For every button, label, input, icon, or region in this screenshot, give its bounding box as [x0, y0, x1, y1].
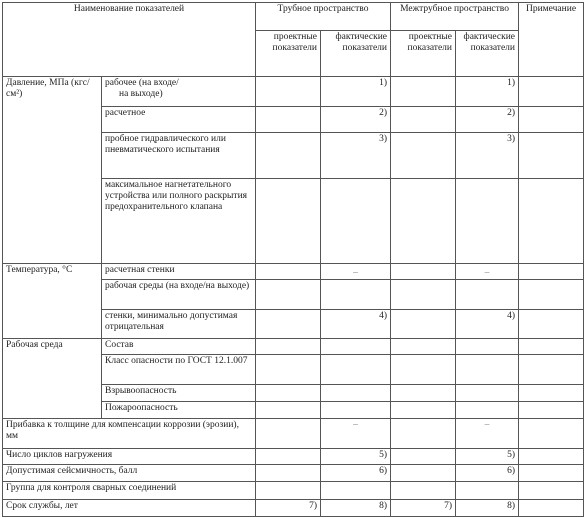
footnote-mark: 8): [321, 499, 391, 516]
cell: [321, 384, 391, 401]
header-intertube-design: проектные показатели: [391, 31, 456, 77]
cell: [256, 178, 321, 263]
row-pressure-test: пробное гидравлического или пневматического испытания: [102, 133, 256, 179]
cell: [519, 264, 584, 280]
dash-mark: _: [321, 264, 391, 280]
header-tube-space: Трубное пространство: [256, 3, 391, 31]
header-tube-design: проектные показатели: [256, 31, 321, 77]
row-explosive: Взрывоопасность: [102, 384, 256, 401]
cell: [519, 448, 584, 464]
cell: [256, 465, 321, 482]
cell: [456, 384, 519, 401]
footnote-mark: 2): [321, 106, 391, 132]
cell: [256, 384, 321, 401]
footnote-mark: 3): [456, 133, 519, 179]
row-pressure-working: [102, 77, 256, 106]
cell: [456, 339, 519, 355]
cell: [456, 402, 519, 419]
footnote-mark: 6): [456, 465, 519, 482]
cell: [519, 402, 584, 419]
cell: [321, 280, 391, 309]
cell: [456, 178, 519, 263]
cell: [391, 339, 456, 355]
row-pressure-calc: расчетное: [102, 106, 256, 132]
cell: [391, 106, 456, 132]
cell: [519, 499, 584, 516]
cell: [391, 465, 456, 482]
cell: [391, 178, 456, 263]
cell: [391, 77, 456, 106]
dash-mark: –: [456, 419, 519, 448]
cell: [391, 133, 456, 179]
footnote-mark: 3): [321, 133, 391, 179]
cell: [256, 419, 321, 448]
specification-table: [2, 2, 584, 517]
cell: [391, 402, 456, 419]
cell: [391, 419, 456, 448]
row-weld-group: Группа для контроля сварных соединений: [3, 482, 256, 499]
header-tube-actual: фактические показатели: [321, 31, 391, 77]
footnote-mark: 7): [391, 499, 456, 516]
cell: [321, 482, 391, 499]
cell: [456, 355, 519, 384]
cell: [256, 133, 321, 179]
header-intertube-space: Межтрубное пространство: [391, 3, 519, 31]
section-medium: Рабочая среда: [3, 339, 102, 419]
row-hazard-class: Класс опасности по ГОСТ 12.1.007: [102, 355, 256, 384]
cell: [391, 264, 456, 280]
row-temp-medium: рабочая среды (на входе/на выходе): [102, 280, 256, 309]
row-composition: Состав: [102, 339, 256, 355]
footnote-mark: 1): [456, 77, 519, 106]
cell: [256, 264, 321, 280]
cell: [321, 402, 391, 419]
cell: [519, 106, 584, 132]
section-temperature: Температура, °С: [3, 264, 102, 339]
row-corrosion: Прибавка к толщине для компенсации коррозии (эрозии), мм: [3, 419, 256, 448]
row-life: Срок службы, лет: [3, 499, 256, 516]
cell: [256, 106, 321, 132]
cell: [519, 309, 584, 338]
cell: [519, 178, 584, 263]
cell: [519, 419, 584, 448]
cell: [256, 339, 321, 355]
row-cycles: Число циклов нагружения: [3, 448, 256, 464]
footnote-mark: 5): [456, 448, 519, 464]
cell: [321, 339, 391, 355]
footnote-mark: 4): [321, 309, 391, 338]
row-temp-calc: расчетная стенки: [102, 264, 256, 280]
cell: [256, 280, 321, 309]
footnote-mark: 7): [256, 499, 321, 516]
cell: [519, 339, 584, 355]
cell: [456, 280, 519, 309]
cell: [256, 77, 321, 106]
row-pressure-max: максимальное нагнетательного устройства или полного раскрытия предохранительного клапана: [102, 178, 256, 263]
cell: [391, 448, 456, 464]
cell: [321, 178, 391, 263]
footnote-mark: 2): [456, 106, 519, 132]
cell: [391, 482, 456, 499]
row-temp-min: стенки, минимально допустимая отрицательная: [102, 309, 256, 338]
cell: [519, 465, 584, 482]
cell: [256, 448, 321, 464]
row-pressure-working-out: на выходе): [119, 89, 163, 100]
cell: [519, 280, 584, 309]
footnote-mark: 4): [456, 309, 519, 338]
cell: [519, 384, 584, 401]
cell: [391, 355, 456, 384]
cell: [256, 402, 321, 419]
cell: [256, 355, 321, 384]
footnote-mark: 8): [456, 499, 519, 516]
cell: [519, 133, 584, 179]
cell: [256, 309, 321, 338]
header-intertube-actual: фактические показатели: [456, 31, 519, 77]
cell: [391, 309, 456, 338]
row-fire: Пожароопасность: [102, 402, 256, 419]
cell: [321, 355, 391, 384]
row-pressure-working-in: рабочее (на входе/: [105, 78, 179, 89]
header-note: Примечание: [519, 3, 584, 77]
header-indicators: Наименование показателей: [3, 3, 256, 77]
cell: [256, 482, 321, 499]
dash-mark: _: [456, 264, 519, 280]
section-pressure: Давление, МПа (кгс/см²): [3, 77, 102, 264]
footnote-mark: 6): [321, 465, 391, 482]
footnote-mark: 5): [321, 448, 391, 464]
cell: [391, 280, 456, 309]
cell: [519, 77, 584, 106]
row-seismic: Допустимая сейсмичность, балл: [3, 465, 256, 482]
cell: [456, 482, 519, 499]
cell: [519, 482, 584, 499]
dash-mark: –: [321, 419, 391, 448]
cell: [391, 384, 456, 401]
cell: [519, 355, 584, 384]
footnote-mark: 1): [321, 77, 391, 106]
